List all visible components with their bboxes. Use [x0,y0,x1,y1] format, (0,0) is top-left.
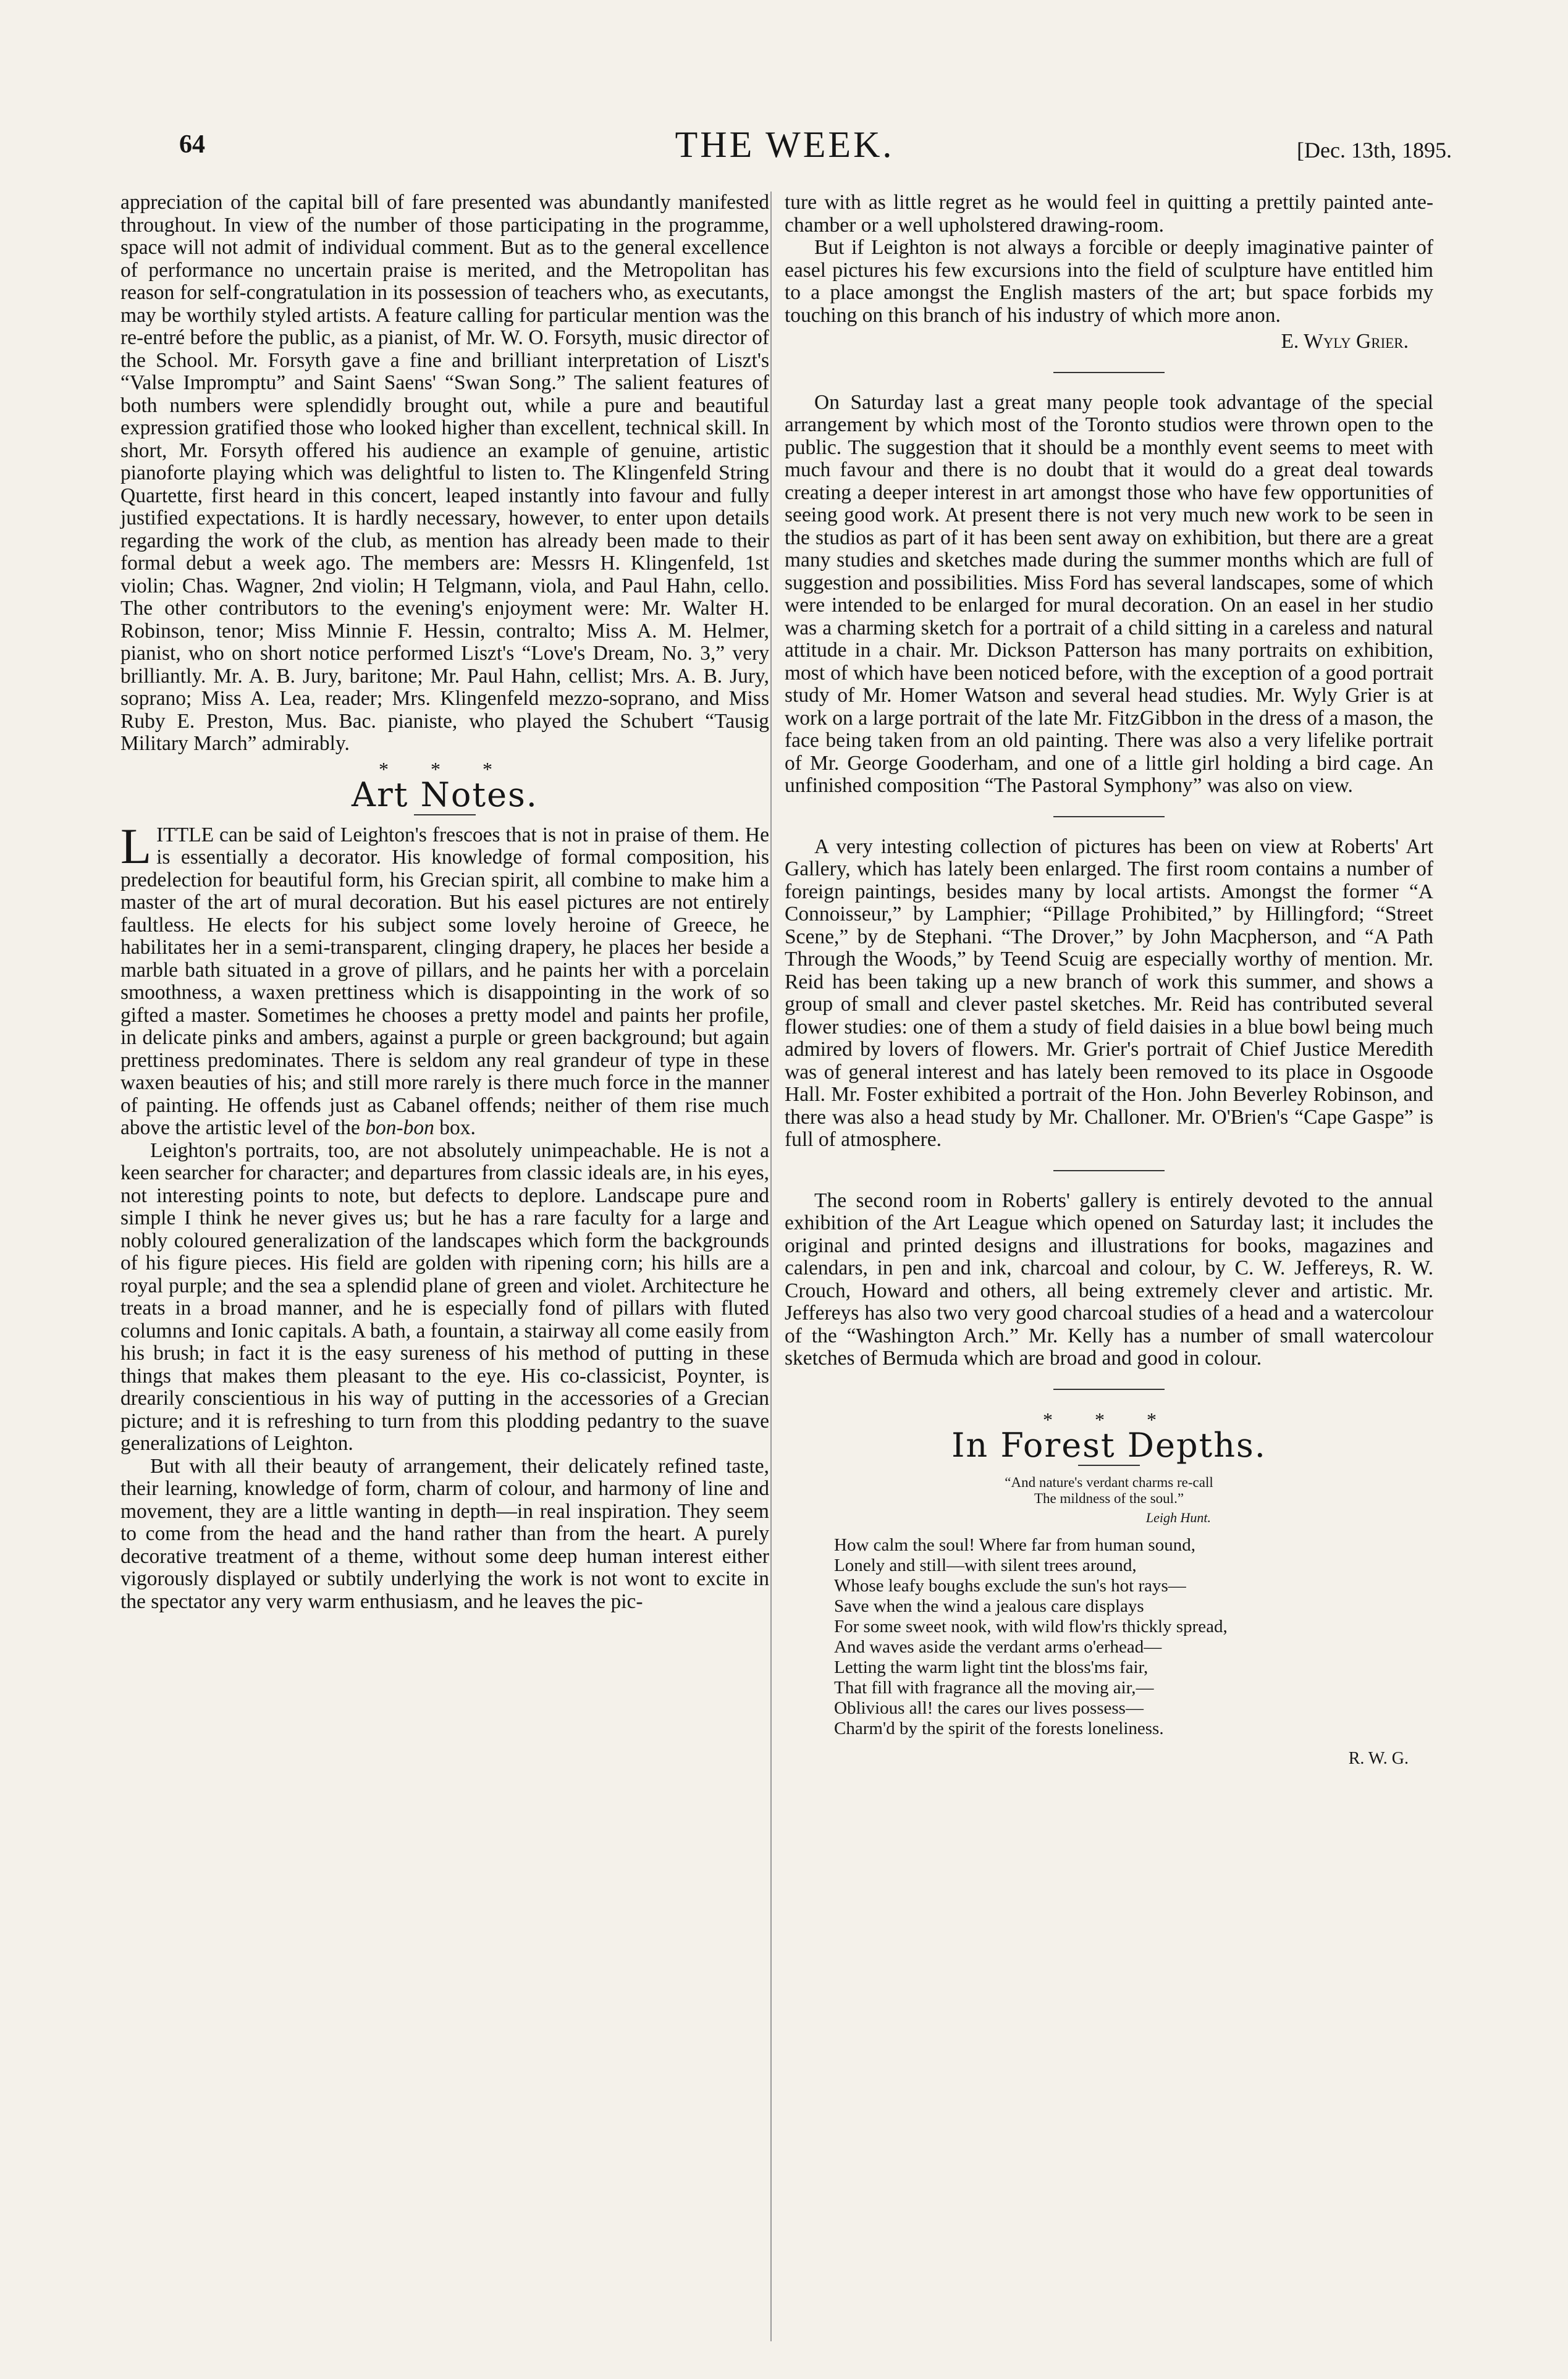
poem-line: Lonely and still—with silent trees around, [834,1556,1137,1575]
poem-line: Oblivious all! the cares our lives possess— [834,1698,1144,1718]
section-asterism: * * * [379,757,511,780]
poem-signature: R. W. G. [1348,1749,1409,1768]
drop-cap: L [120,817,152,874]
art-notes-paragraph-4: But if Leighton is not always a forcible or deeply imaginative painter of easel pictures his few excursions into the field of sculpture have entitled him to a place amongst the English masters of the art; but space forbids my touching on this branch of his industry of which more anon. [785,236,1433,327]
section-rule [1053,1170,1165,1171]
section-rule [1053,372,1165,373]
music-review-paragraph: appreciation of the capital bill of fare presented was abundantly manifested throughout. In view of the number of those participating in the programme, space will not admit of individual comment. But as to the general excellence of performance no uncertain praise is merited, and the Metropolitan has reason for self-congratulation in its possession of teachers who, as executants, may be worthily styled artists. A feature calling for particular mention was the re-entré before the public, as a pianist, of Mr. W. O. Forsyth, music director of the School. Mr. Forsyth gave a fine and brilliant interpretation of Liszt's “Valse Impromptu” and Saint Saens' “Swan Song.” The salient features of both numbers were splendidly brought out, while a pure and beautiful expression gratified those who looked higher than excellent, technical skill. In short, Mr. Forsyth offered his audience an example of genuine, artistic pianoforte playing which was delightful to listen to. The Klingenfeld String Quartette, first heard in this concert, leaped instantly into favour and fully justified expectations. It is hardly necessary, however, to enter upon details regarding the work of the club, as mention has already been made to their formal debut a week ago. The members are: Messrs H. Klingenfeld, 1st violin; Chas. Wagner, 2nd violin; H Telgmann, viola, and Paul Hahn, cello. The other contributors to the evening's enjoyment were: Mr. Walter H. Robinson, tenor; Miss Minnie F. Hessin, contralto; Miss A. M. Helmer, pianist, who on short notice performed Liszt's “Love's Dream, No. 3,” very brilliantly. Mr. A. B. Jury, baritone; Mr. Paul Hahn, cellist; Mrs. A. B. Jury, soprano; Miss A. Lea, reader; Mrs. Klingenfeld mezzo-soprano, and Miss Ruby E. Preston, Mus. Bac. pianiste, who played the Schubert “Tausig Military March” admirably. [120,191,769,755]
art-notes-signature: E. Wyly Grier. [1281,330,1409,353]
poem-line: That fill with fragrance all the moving air,— [834,1678,1154,1698]
poem-line: Charm'd by the spirit of the forests loneliness. [834,1719,1164,1738]
page-number: 64 [179,130,205,159]
section-rule [1053,1389,1165,1390]
epigraph-attribution: Leigh Hunt. [1145,1509,1211,1525]
section-asterism: * * * [1043,1408,1175,1431]
column-divider [770,192,772,2341]
poem-body [834,1535,1433,1739]
epigraph-line: “And nature's verdant charms re-call [1005,1474,1213,1490]
art-notes-paragraph-2: Leighton's portraits, too, are not absolutely unimpeachable. He is not a keen searcher for character; and departures from classic ideals are, in his eyes, not interesting points to note, but defects to deplore. Landscape pure and simple I think he never gives us; but he has a rare faculty for a large and nobly coloured generalization of the landscapes which form the backgrounds of his figure pieces. His field are golden with ripening corn; his hills are a royal purple; and the sea a splendid plane of green and violet. Architecture he treats in a broad manner, and he is especially fond of pillars with fluted columns and Ionic capitals. A bath, a fountain, a stairway all come easily from his brush; in fact it is the easy sureness of his method of putting in these things that makes them pleasant to the eye. His co-classicist, Poynter, is drearily conscientious in his way of putting in the accessories of a Grecian picture; and it is refreshing to turn from this plodding pedantry to the suave generalizations of Leighton. [120,1139,769,1455]
left-column [120,192,769,1613]
poem-line: Letting the warm light tint the bloss'ms fair, [834,1657,1149,1677]
page-header [111,124,1458,192]
poem-line: For some sweet nook, with wild flow'rs thickly spread, [834,1617,1228,1636]
art-league-paragraph: The second room in Roberts' gallery is entirely devoted to the annual exhibition of the Art League which opened on Saturday last; it includes the original and printed designs and illustrations for books, magazines and calendars, in pen and ink, charcoal and colour, by C. W. Jeffereys, R. W. Crouch, Howard and others, all being extremely clever and artistic. Mr. Jeffereys has also two very good charcoal studies of a head and a watercolour of the “Washington Arch.” Mr. Kelly has a number of small watercolour sketches of Bermuda which are broad and good in colour. [785,1189,1433,1370]
publication-title: THE WEEK. [675,124,895,165]
art-notes-paragraph-3: But with all their beauty of arrangement, their delicately refined taste, their learning, knowledge of form, charm of colour, and harmony of line and movement, they are a little wanting in depth—in real inspiration. They seem to come from the head and the hand rather than from the heart. A purely decorative treatment of a theme, without some deep human interest either vigorously displayed or subtily underlying the work is not wont to excite in the spectator any very warm enthusiasm, and he leaves the pic- [120,1454,769,1613]
right-column [785,192,1433,1771]
art-notes-paragraph-1: LITTLE can be said of Leighton's frescoes that is not in praise of them. He is essentially a decorator. His knowledge of formal composition, his predelection for beautiful form, his Grecian spirit, all combine to make him a master of the art of mural decoration. But his easel pictures are not entirely faultless. He elects for his subject some lovely heroine of Greece, he habilitates her in a semi-transparent, clinging drapery, he places her beside a marble bath situated in a grove of pillars, and he paints her with a porcelain smoothness, a waxen prettiness which is disappointing in the work of so gifted a master. Sometimes he chooses a pretty model and paints her profile, in delicate pinks and ambers, against a purple or green background; but again prettiness predominates. There is seldom any real grandeur of type in these waxen beauties of his; and still more rarely is there much force in the manner of painting. He offends just as Cabanel offends; neither of them rise much above the artistic level of the bon-bon box. [120,817,769,1139]
poem-line: How calm the soul! Where far from human sound, [834,1535,1195,1555]
poem-line: Save when the wind a jealous care displays [834,1596,1144,1616]
epigraph-line: The mildness of the soul.” [1034,1490,1184,1506]
art-notes-heading: Art Notes. [352,775,538,814]
studios-paragraph: On Saturday last a great many people took advantage of the special arrangement by which most of the Toronto studios were thrown open to the public. The suggestion that it should be a monthly event seems to meet with much favour and there is no doubt that it would do a great deal towards creating a deeper interest in art amongst those who have few opportunities of seeing good work. At present there is not very much new work to be seen in the studios as part of it has been sent away on exhibition, but there are a great many studies and sketches made during the summer months which are full of suggestion and possibilities. Miss Ford has several landscapes, some of which were intended to be enlarged for mural decoration. On an easel in her studio was a charming sketch for a portrait of a child sitting in a careless and natural attitude in a chair. Mr. Dickson Patterson has many portraits on exhibition, most of which have been noticed before, with the exception of a good portrait study of Mr. Homer Watson and several head studies. Mr. Wyly Grier is at work on a large portrait of the late Mr. FitzGibbon in the dress of a mason, the face being taken from an old painting. There was also a very lifelike portrait of Mr. George Gooderham, and one of a little girl holding a bird cage. An unfinished composition “The Pastoral Symphony” was also on view. [785,390,1433,797]
epigraph [785,1475,1433,1507]
issue-date: [Dec. 13th, 1895. [1297,138,1452,162]
poem-line: Whose leafy boughs exclude the sun's hot rays— [834,1576,1186,1596]
roberts-gallery-paragraph: A very intesting collection of pictures has been on view at Roberts' Art Gallery, which has lately been enlarged. The first room contains a number of foreign paintings, besides many by local artists. Amongst the former “A Connoisseur,” by Lamphier; “Pillage Prohibited,” by Hillingford; “Street Scene,” by de Stephani. “The Drover,” by John Macpherson, and “A Path Through the Woods,” by Teend Scuig are especially worthy of mention. Mr. Reid has been taking up a new branch of work this summer, and shows a group of small and clever pastel sketches. Mr. Reid has contributed several flower studies: one of them a study of field daisies in a blue bowl being much admired by lovers of flowers. Mr. Grier's portrait of Chief Justice Meredith was of general interest and has lately been removed to its place in Osgoode Hall. Mr. Foster exhibited a portrait of the Hon. John Beverley Robinson, and there was also a head study by Mr. Challoner. Mr. O'Brien's “Cape Gaspe” is full of atmosphere. [785,835,1433,1151]
art-notes-paragraph-3-continued: ture with as little regret as he would feel in quitting a prettily painted ante-chamber or a well upholstered drawing-room. [785,191,1433,237]
poem-line: And waves aside the verdant arms o'erhead— [834,1637,1162,1657]
section-rule [1053,816,1165,817]
poem-title: In Forest Depths. [951,1426,1267,1465]
